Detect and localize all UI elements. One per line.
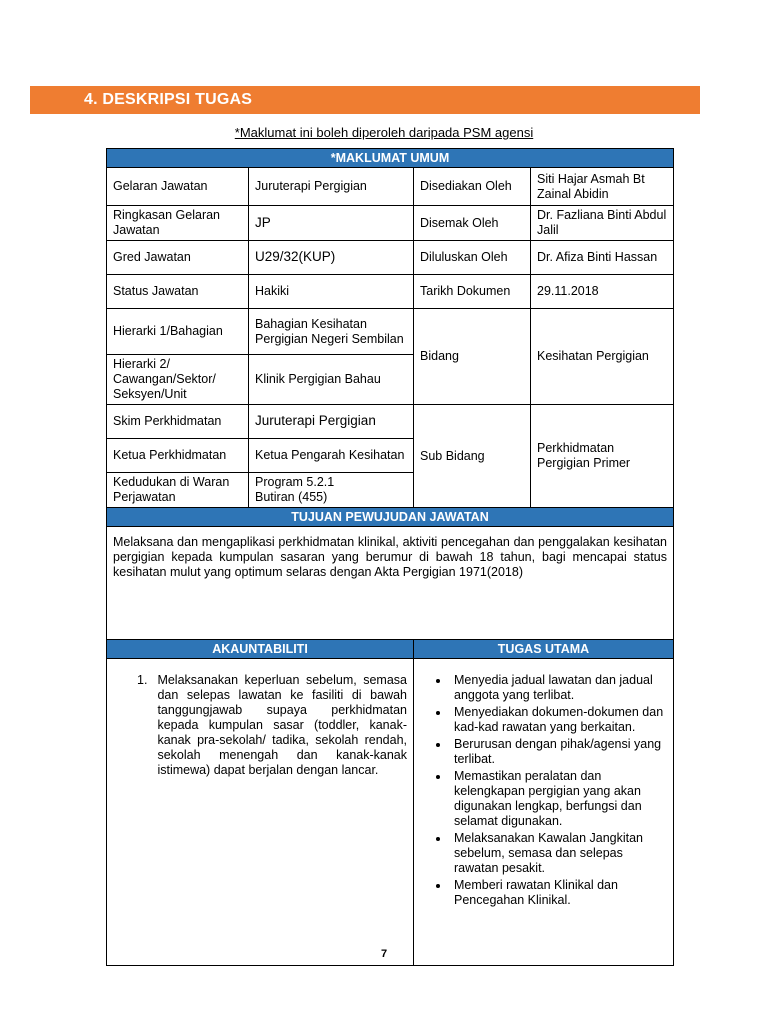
section-number: 4. bbox=[84, 91, 98, 108]
tugas-item: • Menyedia jadual lawatan dan jadual anggota yang terlibat. bbox=[450, 673, 667, 703]
tujuan-header: TUJUAN PEWUJUDAN JAWATAN bbox=[107, 508, 674, 527]
bidang-value: Kesihatan Pergigian bbox=[531, 309, 674, 405]
maklumat-umum-header: *MAKLUMAT UMUM bbox=[107, 149, 674, 168]
tugas-item: • Melaksanakan Kawalan Jangkitan sebelum, semasa dan selepas rawatan pesakit. bbox=[450, 831, 667, 876]
tugas-item: • Memberi rawatan Klinikal dan Pencegahan Klinikal. bbox=[450, 878, 667, 908]
tugas-item: • Memastikan peralatan dan kelengkapan pergigian yang akan digunakan lengkap, berfungsi dan selamat digunakan. bbox=[450, 769, 667, 829]
gelaran-label: Gelaran Jawatan bbox=[107, 168, 249, 206]
page-number: 7 bbox=[380, 948, 388, 960]
tarikh-value: 29.11.2018 bbox=[531, 275, 674, 309]
ringkasan-value: JP bbox=[249, 206, 414, 241]
skim-value: Juruterapi Pergigian bbox=[249, 405, 414, 439]
job-description-table bbox=[106, 148, 674, 966]
section-title: DESKRIPSI TUGAS bbox=[102, 91, 253, 108]
hierarki1-label: Hierarki 1/Bahagian bbox=[107, 309, 249, 355]
akauntabiliti-cell bbox=[107, 659, 414, 966]
tugas-utama-cell bbox=[414, 659, 674, 966]
gred-value: U29/32(KUP) bbox=[249, 241, 414, 275]
status-value: Hakiki bbox=[249, 275, 414, 309]
gelaran-value: Juruterapi Pergigian bbox=[249, 168, 414, 206]
hierarki2-value: Klinik Pergigian Bahau bbox=[249, 355, 414, 405]
ketua-label: Ketua Perkhidmatan bbox=[107, 439, 249, 473]
status-label: Status Jawatan bbox=[107, 275, 249, 309]
hierarki2-label: Hierarki 2/ Cawangan/Sektor/ Seksyen/Unit bbox=[107, 355, 249, 405]
kedudukan-butiran: Butiran (455) bbox=[255, 490, 328, 504]
subbidang-value: Perkhidmatan Pergigian Primer bbox=[531, 405, 674, 508]
info-note-text: *Maklumat ini boleh diperoleh daripada PSM agensi bbox=[234, 125, 534, 140]
ketua-value: Ketua Pengarah Kesihatan bbox=[249, 439, 414, 473]
hierarki1-value: Bahagian Kesihatan Pergigian Negeri Sembilan bbox=[249, 309, 414, 355]
akauntabiliti-item bbox=[113, 673, 407, 778]
tugas-utama-list bbox=[420, 673, 667, 908]
akauntabiliti-header: AKAUNTABILITI bbox=[107, 640, 414, 659]
ringkasan-label: Ringkasan Gelaran Jawatan bbox=[107, 206, 249, 241]
bidang-label: Bidang bbox=[414, 309, 531, 405]
tugas-utama-header: TUGAS UTAMA bbox=[414, 640, 674, 659]
tugas-item: • Menyediakan dokumen-dokumen dan kad-kad rawatan yang berkaitan. bbox=[450, 705, 667, 735]
section-title-bar bbox=[30, 86, 700, 114]
tarikh-label: Tarikh Dokumen bbox=[414, 275, 531, 309]
tugas-item: • Berurusan dengan pihak/agensi yang terlibat. bbox=[450, 737, 667, 767]
kedudukan-program: Program 5.2.1 bbox=[255, 475, 335, 489]
disediakan-value: Siti Hajar Asmah Bt Zainal Abidin bbox=[531, 168, 674, 206]
disemak-value: Dr. Fazliana Binti Abdul Jalil bbox=[531, 206, 674, 241]
akauntabiliti-item-text: Melaksanakan keperluan sebelum, semasa dan selepas lawatan ke fasiliti di bawah tanggungjawab supaya perkhidmatan kepada kumpulan sasar (toddler, kanak-kanak pra-sekolah/ tadika, sekolah rendah, sekolah menengah dan kanak-kanak istimewa) dapat berjalan dengan lancar. bbox=[157, 673, 407, 777]
diluluskan-value: Dr. Afiza Binti Hassan bbox=[531, 241, 674, 275]
disemak-label: Disemak Oleh bbox=[414, 206, 531, 241]
tujuan-text: Melaksana dan mengaplikasi perkhidmatan klinikal, aktiviti pencegahan dan penggalakan kesihatan pergigian kepada kumpulan sasaran yang berumur di bawah 18 tahun, bagi mencapai status kesihatan mulut yang optimum selaras dengan Akta Pergigian 1971(2018) bbox=[107, 527, 674, 640]
akauntabiliti-item-number: 1. bbox=[137, 673, 148, 687]
gred-label: Gred Jawatan bbox=[107, 241, 249, 275]
subbidang-label: Sub Bidang bbox=[414, 405, 531, 508]
skim-label: Skim Perkhidmatan bbox=[107, 405, 249, 439]
kedudukan-value bbox=[249, 473, 414, 508]
disediakan-label: Disediakan Oleh bbox=[414, 168, 531, 206]
kedudukan-label: Kedudukan di Waran Perjawatan bbox=[107, 473, 249, 508]
info-note bbox=[0, 125, 768, 140]
diluluskan-label: Diluluskan Oleh bbox=[414, 241, 531, 275]
